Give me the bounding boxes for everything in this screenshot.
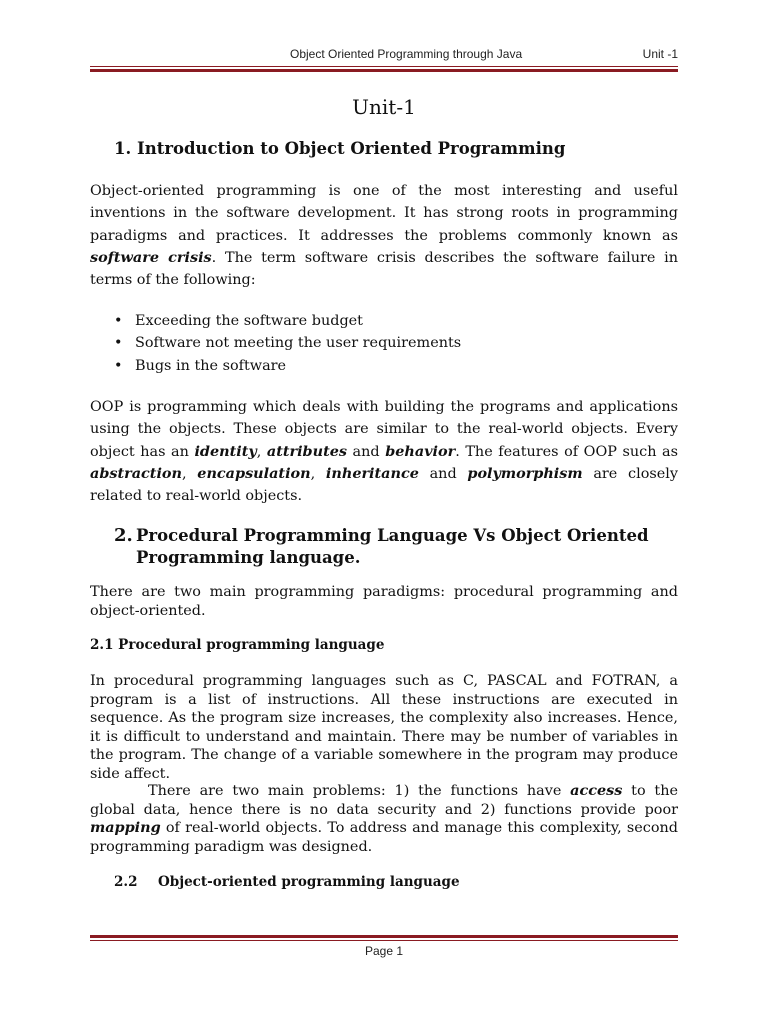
- section1-paragraph-2: [90, 396, 678, 507]
- text-run: There are two main problems: 1) the functions have: [148, 783, 571, 799]
- section2-title-line1: Procedural Programming Language Vs Object Oriented: [136, 526, 649, 545]
- emphasis-software-crisis: software crisis: [90, 248, 212, 266]
- text-run: OOP is programming which deals with building the programs and applications using the objects. These objects are similar to the real-world objects. Every object has an: [90, 399, 678, 460]
- header-unit: Unit -1: [642, 47, 678, 61]
- emphasis-behavior: behavior: [385, 442, 456, 460]
- page-number: Page 1: [364, 944, 404, 958]
- text-run: ,: [310, 465, 326, 482]
- emphasis-inheritance: inheritance: [325, 464, 419, 482]
- list-item: • Software not meeting the user requirements: [90, 332, 461, 354]
- page-title: Unit-1: [352, 95, 416, 119]
- header-rule-thick: [90, 69, 678, 72]
- footer-rule-thin: [90, 940, 678, 941]
- emphasis-attributes: attributes: [266, 442, 347, 460]
- emphasis-access: access: [570, 782, 623, 799]
- list-item: • Exceeding the software budget: [90, 310, 461, 332]
- text-run: Object-oriented programming is one of the most interesting and useful inventions in the software development. It has strong roots in programming paradigms and practices. It addresses the problems commonly known as: [90, 183, 678, 244]
- section1-title: Introduction to Object Oriented Programming: [136, 139, 566, 158]
- subsection-2-2-number: 2.2: [114, 874, 138, 890]
- section1-number: 1.: [114, 139, 132, 158]
- section2-title-line2: Programming language.: [136, 548, 361, 567]
- section2-intro: There are two main programming paradigms: procedural programming and object-oriented.: [90, 584, 678, 619]
- text-run: to the global data, hence there is no data security and 2) functions provide poor: [90, 783, 678, 818]
- text-run: ,: [256, 443, 267, 460]
- emphasis-polymorphism: polymorphism: [467, 464, 583, 482]
- emphasis-identity: identity: [194, 442, 257, 460]
- footer-rule-thick: [90, 935, 678, 938]
- emphasis-mapping: mapping: [90, 819, 161, 836]
- text-run: and: [418, 465, 468, 482]
- list-item: • Bugs in the software: [90, 355, 461, 377]
- bullet-list: [90, 310, 461, 377]
- header-title: Object Oriented Programming through Java: [290, 47, 523, 61]
- subsection-2-1-paragraph-1: In procedural programming languages such as C, PASCAL and FOTRAN, a program is a list of instructions. All these instructions are executed in sequence. As the program size increases, the complexity also increases. Hence, it is difficult to understand and maintain. There may be number of variables in the program. The change of a variable somewhere in the program may produce side affect.: [90, 673, 678, 782]
- section1-heading: [114, 139, 565, 158]
- emphasis-abstraction: abstraction: [90, 464, 182, 482]
- subsection-2-1-paragraph-2: [90, 782, 678, 856]
- subsection-2-1-heading: 2.1 Procedural programming language: [90, 637, 385, 653]
- emphasis-encapsulation: encapsulation: [197, 464, 311, 482]
- header-rule-thin: [90, 66, 678, 67]
- section2-number: 2.: [114, 525, 133, 546]
- text-run: . The term software crisis describes the software failure in terms of the following:: [90, 249, 678, 289]
- section1-paragraph-1: [90, 180, 678, 291]
- text-run: and: [347, 443, 386, 460]
- text-run: . The features of OOP such as: [455, 443, 678, 460]
- text-run: of real-world objects. To address and manage this complexity, second programming paradigm was designed.: [90, 820, 678, 855]
- subsection-2-2-title: Object-oriented programming language: [158, 874, 460, 890]
- text-run: ,: [181, 465, 198, 482]
- text-run: are closely related to real-world objects.: [90, 465, 678, 505]
- page-header: [90, 47, 678, 65]
